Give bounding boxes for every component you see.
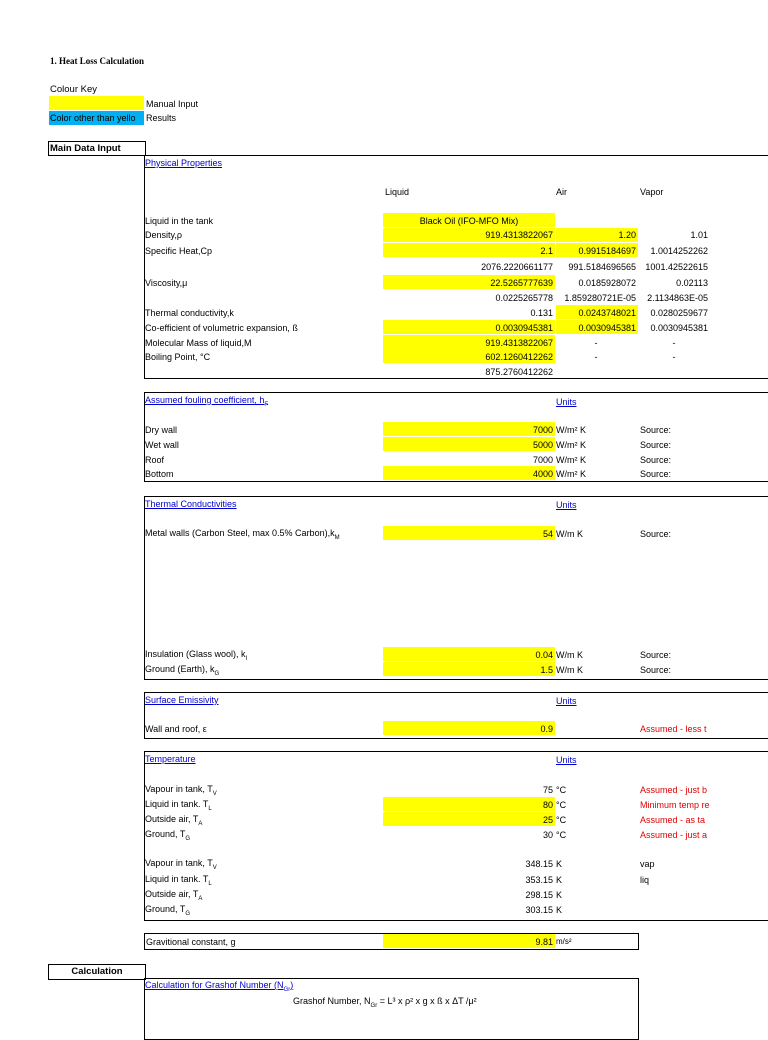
metal-k-unit: W/m K (556, 529, 583, 539)
temperature-row-label (145, 784, 217, 797)
molecular-mass-air: - (594, 338, 598, 348)
temperature-row-unit: K (556, 875, 563, 885)
temperature-row-label-text: Vapour in tank, T (145, 784, 213, 794)
temperature-row-label-sub: L (208, 880, 212, 887)
colour-key-heading: Colour Key (50, 84, 97, 95)
thermal-k-liquid: 0.131 (530, 308, 553, 318)
temperature-bottom-rule (144, 920, 768, 921)
row-label-cp: Specific Heat,Cp (145, 246, 213, 256)
viscosity-vapor: 0.02113 (676, 278, 708, 288)
emissivity-units-link[interactable]: Units (556, 696, 577, 706)
temperature-row-note: Assumed - as ta (640, 815, 706, 825)
cp-air: 0.9915184697 (578, 246, 636, 256)
ground-k-value: 1.5 (540, 665, 553, 675)
expansion-liquid: 0.0030945381 (495, 323, 553, 333)
temperature-row-label-sub: A (198, 820, 203, 827)
temperature-row-value: 353.15 (525, 875, 553, 885)
temperature-row-unit: °C (556, 815, 567, 825)
thermal-units-link[interactable]: Units (556, 500, 577, 510)
results-swatch-text: Color other than yello (50, 113, 136, 123)
manual-input-label: Manual Input (146, 99, 199, 109)
expansion-vapor: 0.0030945381 (650, 323, 708, 333)
row-label-expansion: Co-efficient of volumetric expansion, ß (145, 323, 298, 333)
temperature-row-note: vap (640, 859, 655, 869)
grashof-formula-sub: Gr (370, 1002, 378, 1009)
temperature-row-label-sub: G (185, 910, 191, 917)
temperature-top-rule (144, 751, 768, 752)
cp2-air: 991.5184696565 (568, 262, 636, 272)
fouling-top-rule (144, 392, 768, 393)
temperature-row-label-text: Liquid in tank. T (145, 874, 209, 884)
fouling-row-value: 7000 (532, 455, 553, 465)
viscosity2-air: 1.859280721E-05 (564, 293, 636, 303)
temperature-row-label (145, 799, 212, 812)
fouling-row-unit: W/m² K (556, 455, 586, 465)
grashof-link-end: ) (290, 980, 294, 990)
temperature-row-note: Assumed - just a (640, 830, 708, 840)
page-title: 1. Heat Loss Calculation (50, 56, 145, 66)
metal-k-source: Source: (640, 529, 672, 539)
temperature-row-label-sub: V (212, 790, 217, 797)
thermal-k-vapor: 0.0280259677 (650, 308, 708, 318)
fouling-link-text: Assumed fouling coefficient, h (145, 395, 265, 405)
physical-bottom-rule (144, 378, 768, 379)
cp-liquid: 2.1 (540, 246, 553, 256)
cp2-liquid: 2076.2220661177 (481, 262, 553, 272)
boiling-point2-liquid: 875.2760412262 (485, 367, 553, 377)
temperature-row-unit: K (556, 905, 563, 915)
temperature-row-unit: K (556, 890, 563, 900)
molecular-mass-vapor: - (672, 338, 676, 348)
temperature-row-unit: °C (556, 830, 567, 840)
insulation-k-label-text: Insulation (Glass wool), k (145, 649, 246, 659)
temperature-row-value: 80 (542, 800, 553, 810)
temperature-row-label-text: Ground, T (145, 904, 186, 914)
emissivity-value: 0.9 (540, 724, 553, 734)
density-liquid: 919.4313822067 (485, 230, 553, 240)
thermal-top-rule (144, 496, 768, 497)
boiling-point-air: - (594, 352, 598, 362)
viscosity2-vapor: 2.1134863E-05 (647, 293, 708, 303)
main-data-input-label (48, 141, 146, 156)
col-liquid: Liquid (385, 187, 410, 197)
col-vapor: Vapor (640, 187, 664, 197)
density-air: 1.20 (618, 230, 636, 240)
grashof-formula (293, 996, 477, 1009)
density-vapor: 1.01 (690, 230, 708, 240)
ground-k-unit: W/m K (556, 665, 583, 675)
surface-emissivity-link[interactable]: Surface Emissivity (145, 695, 219, 705)
metal-k-value: 54 (542, 529, 553, 539)
grashof-link-sub: Gr (283, 986, 291, 993)
cp2-vapor: 1001.42522615 (645, 262, 708, 272)
manual-input-swatch (49, 96, 144, 110)
temperature-row-note: Minimum temp re (640, 800, 710, 810)
physical-properties-link[interactable]: Physical Properties (145, 158, 223, 168)
fouling-row-label: Roof (145, 455, 165, 465)
row-label-molecular-mass: Molecular Mass of liquid,M (145, 338, 252, 348)
fouling-row-unit: W/m² K (556, 425, 586, 435)
temperature-row-label (145, 889, 202, 902)
row-label-density: Density,ρ (145, 230, 182, 240)
insulation-k-unit: W/m K (556, 650, 583, 660)
temperature-row-value: 348.15 (525, 859, 553, 869)
emissivity-top-rule (144, 692, 768, 693)
temperature-row-label-text: Outside air, T (145, 889, 199, 899)
physical-left-rule (144, 155, 145, 379)
fouling-row-value: 7000 (532, 425, 553, 435)
temperature-row-label-sub: L (208, 805, 212, 812)
temperature-link[interactable]: Temperature (145, 754, 196, 764)
emissivity-bottom-rule (144, 738, 768, 739)
temperature-row-note: liq (640, 875, 650, 885)
temperature-row-value: 25 (542, 815, 553, 825)
expansion-air: 0.0030945381 (578, 323, 636, 333)
molecular-mass-liquid: 919.4313822067 (485, 338, 553, 348)
fouling-row-label: Bottom (145, 469, 174, 479)
gravity-unit: m/s² (556, 937, 572, 946)
temperature-row-label-text: Liquid in tank. T (145, 799, 209, 809)
temperature-row-value: 30 (542, 830, 553, 840)
ground-k-source: Source: (640, 665, 672, 675)
fouling-link-sub: F (264, 401, 269, 408)
temperature-row-label (145, 829, 190, 842)
temperature-row-label-sub: A (198, 895, 203, 902)
temperature-row-value: 298.15 (525, 890, 553, 900)
fouling-bottom-rule (144, 481, 768, 482)
calculation-heading: Calculation (48, 964, 146, 980)
temperature-row-label (145, 858, 217, 871)
fouling-row-unit: W/m² K (556, 440, 586, 450)
row-label-thermal-k: Thermal conductivity,k (145, 308, 234, 318)
temperature-row-label-text: Outside air, T (145, 814, 199, 824)
boiling-point-vapor: - (672, 352, 676, 362)
temperature-row-label (145, 874, 212, 887)
insulation-k-value: 0.04 (535, 650, 553, 660)
gravity-label: Gravitional constant, g (146, 937, 236, 947)
emissivity-label: Wall and roof, ε (145, 724, 207, 734)
thermal-bottom-rule (144, 679, 768, 680)
fouling-row-source: Source: (640, 469, 672, 479)
row-label-viscosity: Viscosity,μ (145, 278, 188, 288)
temperature-row-label (145, 814, 202, 827)
grashof-link[interactable] (145, 980, 293, 993)
fouling-row-value: 4000 (532, 469, 553, 479)
temperature-row-label-sub: V (212, 864, 217, 871)
fouling-row-label: Dry wall (145, 425, 178, 435)
temperature-row-label-sub: G (185, 835, 191, 842)
ground-k-label-sub: G (214, 670, 220, 677)
viscosity-liquid: 22.5265777639 (490, 278, 553, 288)
col-air: Air (556, 187, 567, 197)
liquid-type-value: Black Oil (IFO-MFO Mix) (419, 216, 519, 226)
cp-vapor: 1.0014252262 (650, 246, 708, 256)
ground-k-label-text: Ground (Earth), k (145, 664, 215, 674)
metal-k-label-text: Metal walls (Carbon Steel, max 0.5% Carbon),k (145, 528, 335, 538)
insulation-k-label (145, 649, 247, 662)
results-label: Results (146, 113, 177, 123)
viscosity2-liquid: 0.0225265778 (495, 293, 553, 303)
temperature-units-link[interactable]: Units (556, 755, 577, 765)
row-label-liquid: Liquid in the tank (145, 216, 214, 226)
temperature-row-unit: °C (556, 800, 567, 810)
fouling-row-label: Wet wall (145, 440, 179, 450)
gravity-value: 9.81 (535, 937, 553, 947)
fouling-row-value: 5000 (532, 440, 553, 450)
fouling-link[interactable] (145, 395, 268, 408)
grashof-link-text: Calculation for Grashof Number (N (145, 980, 284, 990)
viscosity-air: 0.0185928072 (578, 278, 636, 288)
main-data-input-text: Main Data Input (50, 143, 121, 154)
grashof-formula-rest: = L³ x ρ² x g x ß x ΔT /μ² (377, 996, 477, 1006)
grashof-formula-prefix: Grashof Number, N (293, 996, 371, 1006)
emissivity-note: Assumed - less t (640, 724, 707, 734)
temperature-row-label-text: Ground, T (145, 829, 186, 839)
temperature-row-unit: °C (556, 785, 567, 795)
thermal-conductivities-link[interactable]: Thermal Conductivities (145, 499, 237, 509)
row-label-boiling-point: Boiling Point, °C (145, 352, 211, 362)
temperature-row-value: 75 (542, 785, 553, 795)
insulation-k-source: Source: (640, 650, 672, 660)
fouling-row-source: Source: (640, 425, 672, 435)
temperature-row-value: 303.15 (525, 905, 553, 915)
temperature-row-label (145, 904, 190, 917)
temperature-row-unit: K (556, 859, 563, 869)
thermal-k-air: 0.0243748021 (578, 308, 636, 318)
temperature-row-note: Assumed - just b (640, 785, 708, 795)
fouling-row-source: Source: (640, 455, 672, 465)
fouling-row-source: Source: (640, 440, 672, 450)
fouling-row-unit: W/m² K (556, 469, 586, 479)
metal-k-label (145, 528, 340, 541)
boiling-point-liquid: 602.1260412262 (485, 352, 553, 362)
main-data-input-rule (145, 155, 768, 156)
insulation-k-label-sub: I (245, 655, 248, 662)
temperature-row-label-text: Vapour in tank, T (145, 858, 213, 868)
ground-k-label (145, 664, 219, 677)
fouling-units-link[interactable]: Units (556, 397, 577, 407)
metal-k-label-sub: M (334, 534, 340, 541)
results-swatch (49, 111, 144, 125)
